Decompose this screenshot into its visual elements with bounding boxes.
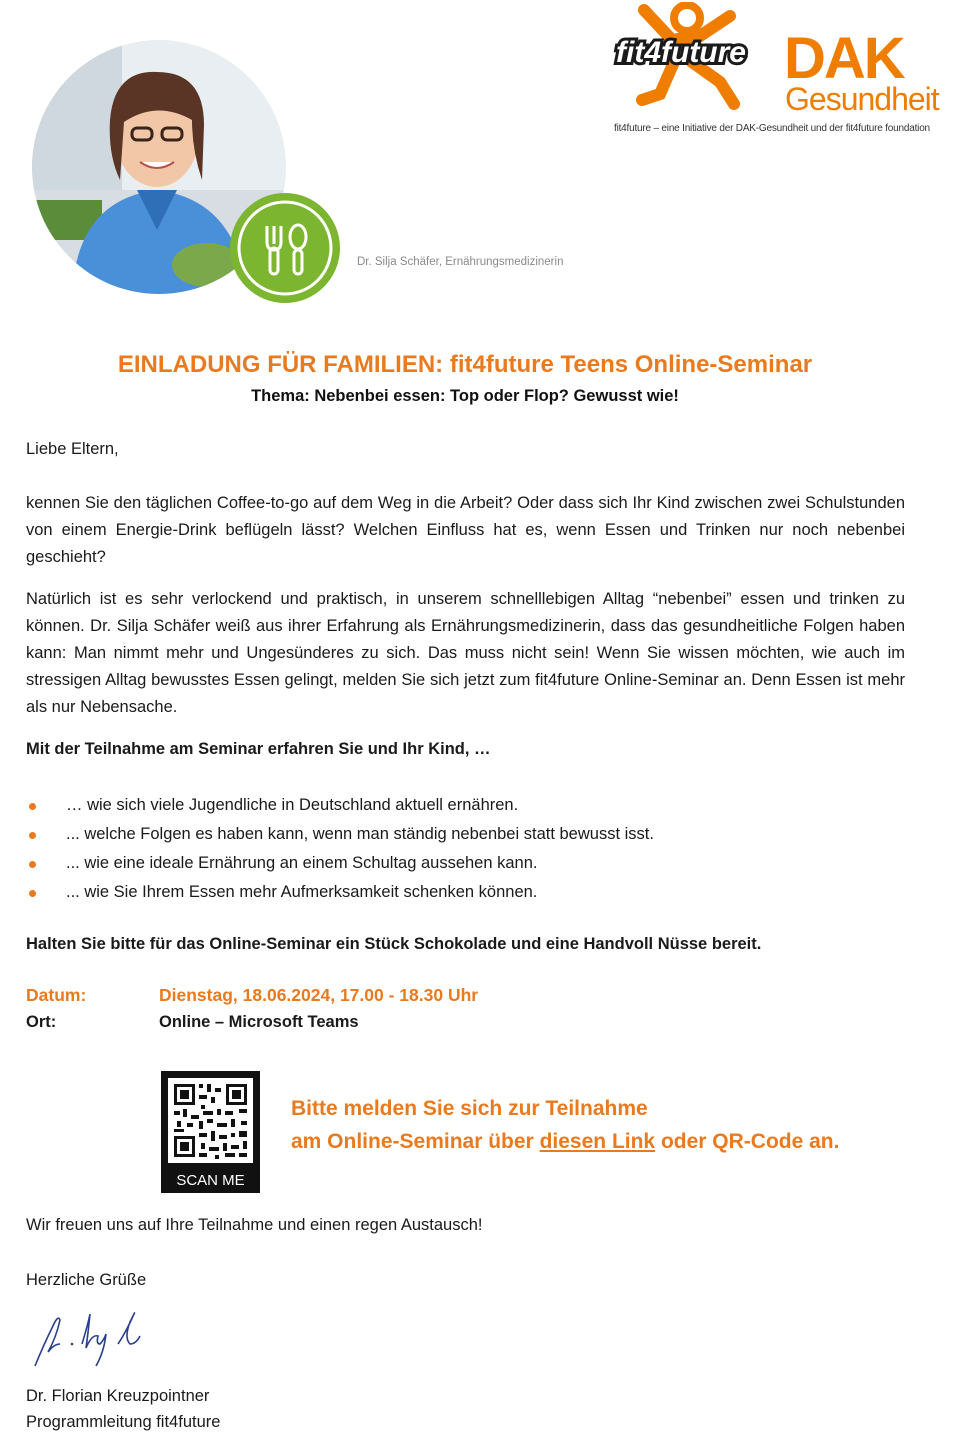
registration-line-1: Bitte melden Sie sich zur Teilnahme [291, 1097, 648, 1120]
qr-scan-label: SCAN ME [176, 1172, 245, 1189]
learn-heading: Mit der Teilnahme am Seminar erfahren Sie und Ihr Kind, … [26, 740, 491, 758]
nutrition-badge-icon [229, 192, 341, 304]
page-subtitle: Thema: Nebenbei essen: Top oder Flop? Gewusst wie! [251, 387, 679, 405]
paragraph-main: Natürlich ist es sehr verlockend und praktisch, in unserem schnelllebigen Alltag “nebenbei” essen und trinken zu können. Dr. Silja Schäfer weiß aus ihrer Erfahrung als Ernährungsmedizinerin, dass das gesundheitliche Folgen haben kann: Man nimmt mehr und Ungesünderes zu sich. Das muss nicht sein! Wenn Sie wissen möchten, wie auch im stressigen Alltag bewusstes Essen gelingt, melden Sie sich jetzt zum fit4future Online-Seminar an. Denn Essen ist mehr als nur Nebensache. [26, 590, 905, 716]
closing-text: Wir freuen uns auf Ihre Teilnahme und einen regen Austausch! [26, 1216, 483, 1234]
qr-code[interactable] [161, 1071, 260, 1193]
registration-cta [291, 1092, 839, 1158]
salutation: Liebe Eltern, [26, 440, 119, 458]
dak-logo [784, 28, 944, 114]
dak-logo-text: DAK [784, 28, 904, 91]
place-label: Ort: [26, 1013, 57, 1031]
date-label: Datum: [26, 985, 87, 1005]
page-title: EINLADUNG FÜR FAMILIEN: fit4future Teens Online-Seminar [117, 351, 813, 378]
list-item: ... welche Folgen es haben kann, wenn man ständig nebenbei statt bewusst isst. [26, 820, 905, 849]
place-value: Online – Microsoft Teams [159, 1013, 359, 1031]
signature [30, 1304, 150, 1374]
list-item: … wie sich viele Jugendliche in Deutschland aktuell ernähren. [26, 791, 905, 820]
bullet-icon [29, 890, 36, 897]
fit4future-logo [612, 2, 762, 110]
signer-role: Programmleitung fit4future [26, 1413, 221, 1431]
fit4future-logo-text: fit4future [616, 36, 746, 69]
dak-logo-subtext: Gesundheit [785, 81, 939, 114]
list-item: ... wie eine ideale Ernährung an einem Schultag aussehen kann. [26, 849, 905, 878]
photo-caption: Dr. Silja Schäfer, Ernährungsmedizinerin [357, 256, 564, 268]
paragraph-intro: kennen Sie den täglichen Coffee-to-go auf dem Weg in die Arbeit? Oder dass sich Ihr Kind zwischen zwei Schulstunden von einem Energie-Drink beflügeln lässt? Welchen Einfluss hat es, wenn Essen und Trinken nur noch nebenbei geschieht? [26, 494, 905, 566]
date-value: Dienstag, 18.06.2024, 17.00 - 18.30 Uhr [159, 985, 479, 1005]
initiative-text: fit4future – eine Initiative der DAK-Gesundheit und der fit4future foundation [614, 123, 930, 134]
bullet-icon [29, 803, 36, 810]
bullet-list [26, 791, 905, 907]
bullet-icon [29, 861, 36, 868]
registration-link[interactable]: diesen Link [539, 1130, 656, 1153]
registration-line-2: am Online-Seminar über diesen Link oder QR-Code an. [291, 1130, 840, 1153]
signer-name: Dr. Florian Kreuzpointner [26, 1387, 210, 1405]
preparation-note: Halten Sie bitte für das Online-Seminar ein Stück Schokolade und eine Handvoll Nüsse bereit. [26, 935, 762, 953]
greeting: Herzliche Grüße [26, 1271, 147, 1289]
list-item: ... wie Sie Ihrem Essen mehr Aufmerksamkeit schenken können. [26, 878, 905, 907]
bullet-icon [29, 832, 36, 839]
